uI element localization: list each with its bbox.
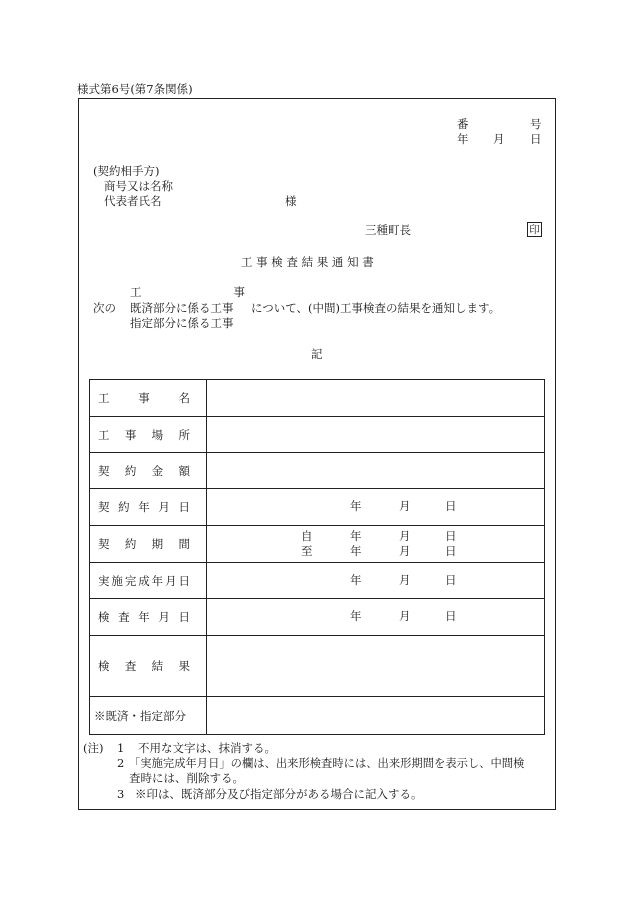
- body-line-bot: 指定部分に係る工事: [130, 316, 234, 330]
- row-label-kansei-date: 実施完成年月日: [90, 563, 207, 599]
- table-row: [90, 599, 545, 636]
- koji-basho-value[interactable]: [207, 417, 545, 453]
- row-label-koji-basho: 工 事 場 所: [90, 417, 207, 453]
- table-row: [90, 453, 545, 489]
- table-row: [90, 636, 545, 697]
- note-2-number: 2: [117, 756, 125, 770]
- keiyaku-kingaku-value[interactable]: [207, 453, 545, 489]
- company-name-label: 商号又は名称: [104, 179, 173, 193]
- document-title: 工 事 検 査 結 果 通 知 書: [241, 255, 374, 269]
- body-rest: について、(中間)工事検査の結果を通知します。: [251, 301, 501, 315]
- row-label-kisai-shitei: ※既済・指定部分: [90, 697, 207, 735]
- note-2-text-a: 「実施完成年月日」の欄は、出来形検査時には、出来形期間を表示し、中間検: [129, 757, 525, 770]
- sama-label: 様: [285, 194, 297, 208]
- representative-label: 代表者氏名: [104, 194, 162, 208]
- row-label-koji-name: 工 事 名: [90, 380, 207, 417]
- keiyaku-kikan-value[interactable]: 自 年 月 日 至 年 月 日: [207, 526, 545, 563]
- issuer-name: 三種町長: [365, 223, 411, 237]
- kisai-shitei-value[interactable]: [207, 697, 545, 735]
- ki-label: 記: [311, 347, 323, 361]
- table-row: [90, 489, 545, 526]
- go-label: 号: [530, 117, 542, 131]
- day-label: 日: [530, 132, 542, 146]
- kensa-kekka-value[interactable]: [207, 636, 545, 697]
- row-label-keiyaku-kingaku: 契 約 金 額: [90, 453, 207, 489]
- number-label: 番: [457, 117, 469, 131]
- seal-box: 印: [527, 222, 542, 237]
- kansei-date-value[interactable]: 年 月 日: [207, 563, 545, 599]
- month-label: 月: [493, 132, 505, 146]
- row-label-kensa-date: 検 査 年 月 日: [90, 599, 207, 636]
- koji-name-value[interactable]: [207, 380, 545, 417]
- keiyaku-date-value[interactable]: 年 月 日: [207, 489, 545, 526]
- table-row: [90, 417, 545, 453]
- contract-party-label: (契約相手方): [93, 164, 160, 178]
- inspection-table: [89, 379, 545, 735]
- body-line-top: 工 事: [130, 285, 245, 299]
- body-line-mid: 既済部分に係る工事: [130, 301, 234, 315]
- kensa-date-value[interactable]: 年 月 日: [207, 599, 545, 636]
- table-row: [90, 697, 545, 735]
- table-row: [90, 526, 545, 563]
- table-row: [90, 563, 545, 599]
- form-number: 様式第6号(第7条関係): [77, 82, 193, 96]
- note-1-number: 1: [117, 741, 125, 755]
- note-1-text: 不用な文字は、抹消する。: [138, 741, 276, 755]
- notes-prefix: (注): [83, 741, 104, 755]
- row-label-keiyaku-date: 契 約 年 月 日: [90, 489, 207, 526]
- row-label-keiyaku-kikan: 契 約 期 間: [90, 526, 207, 563]
- note-2-text-b: 査時には、削除する。: [129, 771, 244, 785]
- note-3-text: ※印は、既済部分及び指定部分がある場合に記入する。: [135, 787, 423, 801]
- body-tsugi: 次の: [93, 301, 116, 315]
- row-label-kensa-kekka: 検 査 結 果: [90, 636, 207, 697]
- table-row: [90, 380, 545, 417]
- note-3-number: 3: [117, 787, 125, 801]
- year-label: 年: [457, 132, 469, 146]
